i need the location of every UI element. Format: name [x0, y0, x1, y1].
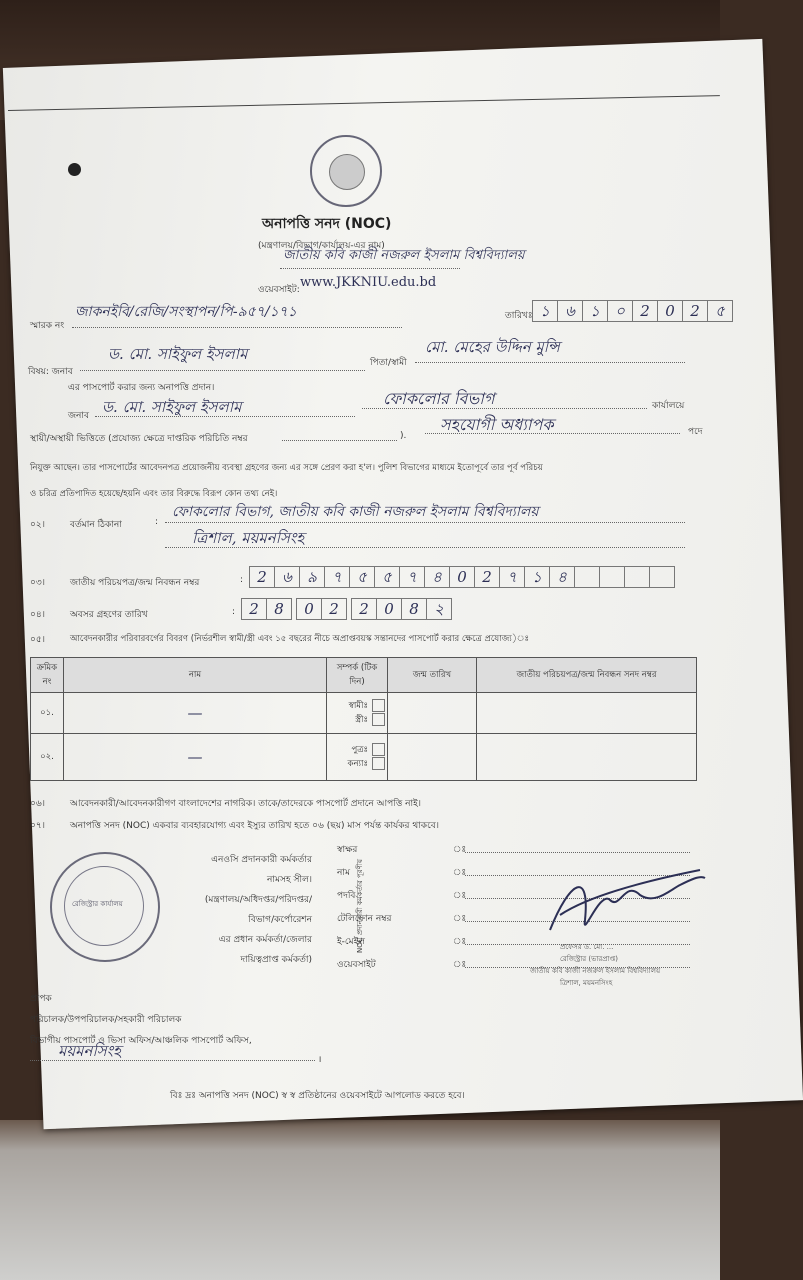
- item-06-number: ০৬।: [30, 799, 45, 809]
- digit-box: ৬: [557, 300, 583, 322]
- row-nid: [477, 693, 697, 734]
- digit-box: 0: [296, 598, 322, 620]
- stamp-text: রেজিস্ট্রার কার্যালয়: [72, 900, 123, 908]
- nid-label: জাতীয় পরিচয়পত্র/জন্ম নিবন্ধন নম্বর: [70, 578, 200, 588]
- line-a-end: ).: [400, 431, 407, 441]
- digit-box: 8: [266, 598, 292, 620]
- digit-box: 8: [401, 598, 427, 620]
- memo-value: জাকনইবি/রেজি/সংস্থাপন/পি-৯৫৭/১৭১: [75, 304, 297, 320]
- digit-box: ১: [524, 566, 550, 588]
- seal-line: জাতীয় কবি কাজী নজরুল ইসলাম বিশ্ববিদ্যালয়: [530, 967, 661, 975]
- field-label: টেলিফোন নম্বর: [337, 914, 392, 924]
- row-nid: [477, 734, 697, 781]
- table-header: [31, 658, 697, 693]
- checkbox-husband[interactable]: [372, 699, 385, 712]
- family-label: আবেদনকারীর পরিবারবর্গের বিবরণ (নির্ভরশীল স্বামী/স্ত্রী এবং ১৫ বছরের নীচে অপ্রাপ্তবয়স্ক সন্তানদের পাসপোর্ট করার ক্ষেত্রে প্রযোজ্য)ঃ: [70, 634, 530, 644]
- relation-label: কন্যাঃ: [347, 759, 368, 769]
- retire-label: অবসর গ্রহণের তারিখ: [70, 610, 148, 620]
- office-suffix: কার্যালয়ে: [652, 401, 685, 411]
- seal-line: প্রফেসর ড. মো. ...: [560, 943, 614, 951]
- memo-label: স্মারক নং: [30, 321, 65, 331]
- digit-box: ৫: [707, 300, 733, 322]
- item-06-text: আবেদনকারী/আবেদনকারীগণ বাংলাদেশের নাগরিক। তাকে/তাদেরকে পাসপোর্ট প্রদানে আপত্তি নাই।: [70, 799, 422, 809]
- line-c: ও চরিত্র প্রতিপাদিত হয়েছে/হয়নি এবং তার বিরুদ্ধে বিরূপ কোন তথ্য নেই।: [30, 489, 278, 499]
- org-name: জাতীয় কবি কাজী নজরুল ইসলাম বিশ্ববিদ্যালয়: [283, 248, 525, 263]
- digit-box: ৭: [499, 566, 525, 588]
- line-a: স্থায়ী/অস্থায়ী ভিত্তিতে (প্রযোজ্য ক্ষেত্রে দাপ্তরিক পরিচিতি নম্বর: [30, 434, 248, 444]
- field-colon: ঃ: [453, 937, 467, 947]
- col-serial: ক্রমিক নং: [31, 658, 64, 693]
- relation-label: স্বামীঃ: [348, 701, 368, 711]
- document-title: অনাপত্তি সনদ (NOC): [262, 216, 392, 232]
- checkbox-daughter[interactable]: [372, 757, 385, 770]
- handwritten-signature: [530, 860, 710, 950]
- relation-label: স্ত্রীঃ: [355, 715, 368, 725]
- signature-caption-line: দায়িত্বপ্রাপ্ত কর্মকর্তা): [240, 955, 312, 965]
- date-label: তারিখঃ: [505, 311, 533, 321]
- digit-box: ০: [607, 300, 633, 322]
- row-name: —: [64, 693, 327, 734]
- recipient-end: ।: [318, 1055, 322, 1065]
- recipient-label: প্রাপক: [30, 994, 52, 1004]
- digit-box: 0: [657, 300, 683, 322]
- item-07-text: অনাপত্তি সনদ (NOC) একবার ব্যবহারযোগ্য এবং ইস্যুর তারিখ হতে ০৬ (ছয়) মাস পর্যন্ত কার্যকর থাকবে।: [70, 821, 439, 831]
- row-dob: [388, 693, 477, 734]
- emblem-center: [329, 154, 365, 190]
- seal-line: রেজিস্ট্রার (ভারপ্রাপ্ত): [560, 955, 618, 963]
- col-name: নাম: [64, 658, 327, 693]
- digit-box: 2: [474, 566, 500, 588]
- address-label: বর্তমান ঠিকানা: [70, 520, 122, 530]
- row-serial: ০২.: [31, 734, 64, 781]
- address-line-2: ত্রিশাল, ময়মনসিংহ: [192, 529, 305, 547]
- office-stamp: [50, 852, 160, 962]
- field-colon: ঃ: [453, 891, 467, 901]
- digit-box: ৪: [424, 566, 450, 588]
- field-input-line[interactable]: [465, 852, 690, 853]
- field-label: পদবি: [337, 891, 356, 901]
- row-serial: ০১.: [31, 693, 64, 734]
- digit-box: [624, 566, 650, 588]
- subject-label: বিষয়: জনাব: [28, 367, 73, 377]
- digit-box: 2: [351, 598, 377, 620]
- department: ফোকলোর বিভাগ: [383, 389, 495, 408]
- digit-box: ১: [582, 300, 608, 322]
- dotted-line: [425, 433, 680, 434]
- noc-form: অনাপত্তি সনদ (NOC) (মন্ত্রণালয়/বিভাগ/কার্যালয়-এর নাম) জাতীয় কবি কাজী নজরুল ইসলাম বিশ্ববিদ্যালয় ওয়েবসাইট: www.JKKNIU.edu.bd স্মারক নং জাকনইবি/রেজি/সংস্থাপন/পি-৯৫৭/১৭১ তারিখঃ ১ ৬ ১ ০ 2 0 2 ৫ বিষয়: জনাব ড. মো. সাইফুল ইসলাম পিতা/স্বামী মো. মেহের উদ্দিন মুন্সি এর পাসপোর্ট করার জন্য অনাপত্তি প্রদান। জনাব ড. মো. সাইফুল ইসলাম ফোকলোর বিভাগ কার্যালয়ে স্থায়ী/অস্থায়ী ভিত্তিতে (প্রযোজ্য ক্ষেত্রে দাপ্তরিক পরিচিতি নম্বর ). সহযোগী অধ্যাপক পদে নিযুক্ত আছেন। তার পাসপোর্টের আবেদনপত্র প্রয়োজনীয় ব্যবস্থা গ্রহণের জন্য এর সঙ্গে প্রেরণ করা হ'ল। পুলিশ বিভাগের মাধ্যমে ইতোপূর্বে তার পূর্ব পরিচয় ও চরিত্র প্রতিপাদিত হয়েছে/হয়নি এবং তার বিরুদ্ধে বিরূপ কোন তথ্য নেই। ০২। বর্তমান ঠিকানা : ফোকলোর বিভাগ, জাতীয় কবি কাজী নজরুল ইসলাম বিশ্ববিদ্যালয় ত্রিশাল, ময়মনসিংহ ০৩। জাতীয় পরিচয়পত্র/জন্ম নিবন্ধন নম্বর : 2 ৬ ৯ ৭ ৫ ৫ ৭ ৪ 0 2 ৭ ১ ৪ ০৪। অবসর গ্রহণের তারিখ : 2 8 0 2 2 0 8 ২ ০৫। আবেদনকারীর পরিবারবর্গের বিবরণ (নির্ভরশীল স্বামী/স্ত্রী এবং ১৫ বছরের নীচে অপ্রাপ্তবয়স্ক সন্তানদের পাসপোর্ট করার ক্ষেত্রে প্রযোজ্য)ঃ ক্রমিক নং নাম সম্পর্ক (টিক দিন) জন্ম তারিখ জাতীয় পরিচয়পত্র/জন্ম নিবন্ধন সনদ নম্বর ০১. — স্বামীঃ স্ত্রীঃ ০২. — পুত্রঃ কন্যাঃ ০৬। আবেদনকারী/আবেদনকারীগণ বাংলাদেশের নাগরিক। তাকে/তাদেরকে পাসপোর্ট প্রদানে আপত্তি নাই। ০৭। অনাপত্তি সনদ (NOC) একবার ব্যবহারযোগ্য এবং ইস্যুর তারিখ হতে ০৬ (ছয়) মাস পর্যন্ত কার্যকর থাকবে। এনওসি প্রদানকারী কর্মকর্তার নামসহ সীল। (মন্ত্রণালয়/অধিদপ্তর/পরিদপ্তর/ বিভাগ/কর্পোরেশন এর প্রধান কর্মকর্তা/জেলার দায়িত্বপ্রাপ্ত কর্মকর্তা) NOC প্রদানকারী কর্মকর্তার পূরণীয় স্বাক্ষর ঃ নাম ঃ পদবি ঃ টেলিফোন নম্বর ঃ ই-মেইল ঃ ওয়েবসাইট ঃ রেজিস্ট্রার কার্যালয় প্রফেসর ড. মো. ... রেজিস্ট্রার (ভারপ্রাপ্ত) জাতীয় কবি কাজী নজরুল ইসলাম বিশ্ববিদ্যালয় ত্রিশাল, ময়মনসিংহ প্রাপক পরিচালক/উপপরিচালক/সহকারী পরিচালক বিভাগীয় পাসপোর্ট ও ভিসা অফিস/আঞ্চলিক পাসপোর্ট অফিস, ময়মনসিংহ । বিঃ দ্রঃ অনাপত্তি সনদ (NOC) স্ব স্ব প্রতিষ্ঠানের ওয়েবসাইটে আপলোড করতে হবে।: [0, 0, 720, 1280]
- date-boxes: [533, 300, 733, 322]
- digit-box: ২: [426, 598, 452, 620]
- seal-line: ত্রিশাল, ময়মনসিংহ: [560, 979, 613, 987]
- subject-line2: এর পাসপোর্ট করার জন্য অনাপত্তি প্রদান।: [68, 383, 215, 393]
- dotted-line: [165, 522, 685, 523]
- father-name: মো. মেহের উদ্দিন মুন্সি: [425, 338, 560, 356]
- website-value: www.JKKNIU.edu.bd: [300, 275, 437, 290]
- father-label: পিতা/স্বামী: [370, 358, 407, 368]
- signature-caption-line: এনওসি প্রদানকারী কর্মকর্তার: [211, 855, 312, 865]
- dotted-line: [415, 362, 685, 363]
- relation-label: পুত্রঃ: [351, 745, 368, 755]
- digit-box: 2: [249, 566, 275, 588]
- digit-box: [574, 566, 600, 588]
- dotted-line: [30, 1060, 315, 1061]
- item-02-number: ০২।: [30, 520, 45, 530]
- field-label: নাম: [337, 868, 350, 878]
- employee-name: ড. মো. সাইফুল ইসলাম: [102, 398, 242, 416]
- item-03-number: ০৩।: [30, 578, 45, 588]
- digit-box: ৭: [324, 566, 350, 588]
- signature-caption-line: বিভাগ/কর্পোরেশন: [248, 915, 312, 925]
- post-suffix: পদে: [688, 427, 703, 437]
- designation: সহযোগী অধ্যাপক: [440, 415, 554, 434]
- col-relation: সম্পর্ক (টিক দিন): [327, 658, 388, 693]
- recipient-line1: পরিচালক/উপপরিচালক/সহকারী পরিচালক: [30, 1015, 182, 1025]
- digit-box: ৪: [549, 566, 575, 588]
- item-05-number: ০৫।: [30, 635, 45, 645]
- digit-box: 2: [682, 300, 708, 322]
- recipient-line2: বিভাগীয় পাসপোর্ট ও ভিসা অফিস/আঞ্চলিক পাসপোর্ট অফিস,: [30, 1036, 252, 1046]
- digit-box: [599, 566, 625, 588]
- nid-boxes: [250, 566, 675, 588]
- item-04-number: ০৪।: [30, 610, 45, 620]
- dotted-line: [80, 370, 365, 371]
- janab-label: জনাব: [68, 411, 90, 421]
- vertical-caption: NOC প্রদানকারী কর্মকর্তার পূরণীয়: [356, 859, 364, 953]
- signature-caption-line: এর প্রধান কর্মকর্তা/জেলার: [218, 935, 312, 945]
- checkbox-wife[interactable]: [372, 713, 385, 726]
- line-b: নিযুক্ত আছেন। তার পাসপোর্টের আবেদনপত্র প্রয়োজনীয় ব্যবস্থা গ্রহণের জন্য এর সঙ্গে প্রেরণ করা হ'ল। পুলিশ বিভাগের মাধ্যমে ইতোপূর্বে তার পূর্ব পরিচয়: [30, 463, 543, 473]
- dotted-line: [282, 440, 397, 441]
- signature-caption-line: নামসহ সীল।: [267, 875, 312, 885]
- digit-box: ৫: [349, 566, 375, 588]
- table-row: [31, 734, 697, 781]
- recipient-city: ময়মনসিংহ: [58, 1042, 121, 1060]
- field-colon: ঃ: [453, 845, 467, 855]
- digit-box: ৯: [299, 566, 325, 588]
- table-row: [31, 693, 697, 734]
- dotted-line: [165, 547, 685, 548]
- digit-box: [649, 566, 675, 588]
- field-label: স্বাক্ষর: [337, 845, 358, 855]
- digit-box: 0: [376, 598, 402, 620]
- punch-hole: [68, 163, 81, 176]
- item-07-number: ০৭।: [30, 821, 45, 831]
- digit-box: 2: [632, 300, 658, 322]
- address-line-1: ফোকলোর বিভাগ, জাতীয় কবি কাজী নজরুল ইসলাম বিশ্ববিদ্যালয়: [172, 504, 539, 520]
- row-dob: [388, 734, 477, 781]
- government-emblem: [310, 135, 382, 207]
- family-table: [30, 657, 697, 781]
- digit-box: ৭: [399, 566, 425, 588]
- digit-box: 0: [449, 566, 475, 588]
- signature-caption-line: (মন্ত্রণালয়/অধিদপ্তর/পরিদপ্তর/: [204, 895, 312, 905]
- row-name: —: [64, 734, 327, 781]
- checkbox-son[interactable]: [372, 743, 385, 756]
- col-nid: জাতীয় পরিচয়পত্র/জন্ম নিবন্ধন সনদ নম্বর: [477, 658, 697, 693]
- retirement-date-boxes: [242, 598, 452, 620]
- dotted-line: [95, 416, 355, 417]
- field-colon: ঃ: [453, 914, 467, 924]
- dotted-line: [362, 408, 647, 409]
- digit-box: 2: [321, 598, 347, 620]
- digit-box: ৬: [274, 566, 300, 588]
- subtitle: (মন্ত্রণালয়/বিভাগ/কার্যালয়-এর নাম): [258, 241, 385, 251]
- field-label: ই-মেইল: [337, 937, 365, 947]
- dotted-line: [280, 268, 460, 269]
- field-colon: ঃ: [453, 960, 467, 970]
- digit-box: 2: [241, 598, 267, 620]
- col-dob: জন্ম তারিখ: [388, 658, 477, 693]
- digit-box: ৫: [374, 566, 400, 588]
- applicant-name: ড. মো. সাইফুল ইসলাম: [108, 345, 248, 363]
- dotted-line: [72, 327, 402, 328]
- field-colon: ঃ: [453, 868, 467, 878]
- website-label: ওয়েবসাইট:: [258, 285, 300, 295]
- field-label: ওয়েবসাইট: [337, 960, 376, 970]
- digit-box: ১: [532, 300, 558, 322]
- footnote: বিঃ দ্রঃ অনাপত্তি সনদ (NOC) স্ব স্ব প্রতিষ্ঠানের ওয়েবসাইটে আপলোড করতে হবে।: [170, 1091, 465, 1101]
